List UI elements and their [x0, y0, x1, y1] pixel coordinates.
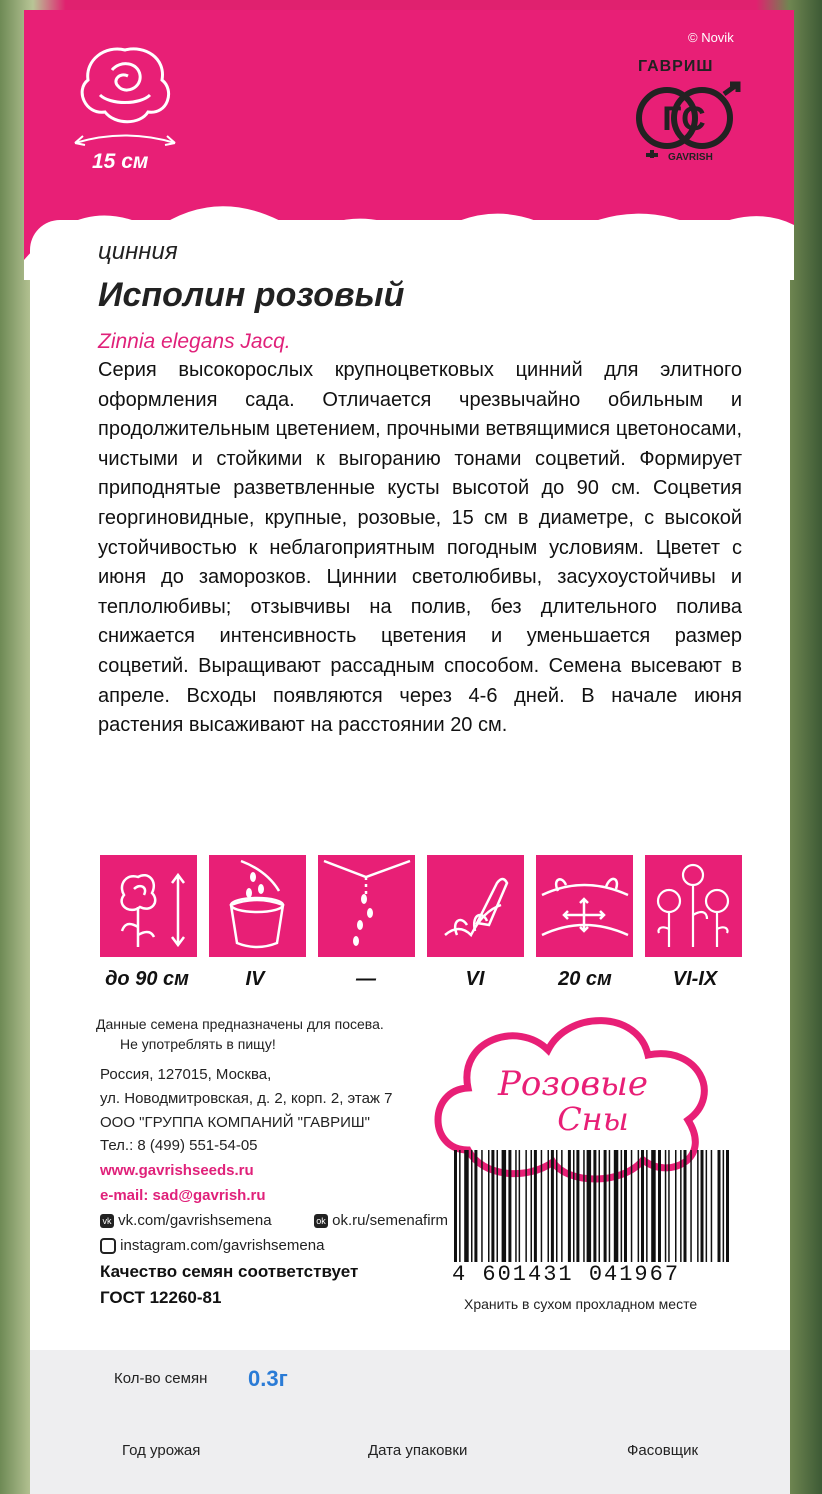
barcode-bar: [561, 1150, 563, 1262]
company-name: ООО "ГРУППА КОМПАНИЙ "ГАВРИШ": [100, 1114, 370, 1131]
barcode-bar: [690, 1150, 692, 1262]
cloud-edge: [24, 190, 794, 280]
barcode-bar: [638, 1150, 640, 1262]
plant-height-icon: [100, 855, 197, 957]
open-ground-sowing-icon: [318, 855, 415, 957]
transplant-icon: [427, 855, 524, 957]
barcode-bar: [556, 1150, 558, 1262]
barcode-bar: [631, 1150, 633, 1262]
barcode-bar: [491, 1150, 494, 1262]
barcode-bar: [583, 1150, 585, 1262]
barcode-bar: [697, 1150, 699, 1262]
ok-icon: ok: [314, 1214, 328, 1228]
barcode-bar: [665, 1150, 667, 1262]
flowering-icon: [645, 855, 742, 957]
barcode-bar: [658, 1150, 661, 1262]
barcode-bar: [706, 1150, 708, 1262]
vk-icon: vk: [100, 1214, 114, 1228]
product-description: Серия высокорослых крупноцветковых цинний для элитного оформления сада. Отличается чрезвычайно обильным и продолжительным цветением, прочными ветвящимися цветоносами, чистыми и стойкими к выгоранию тонами соцветий. Формирует приподнятые разветвленные кусты высотой до 90 см. Соцветия георгиновидные, крупные, розовые, 15 см в диаметре, с высокой устойчивостью к неблагоприятным погодным условиям. Цветет с июня до заморозков. Циннии светолюбивы, засухоустойчивы и теплолюбивы; отзывчивы на полив, без длительного полива снижается интенсивность цветения и уменьшается размер соцветий. Выращивают рассадным способом. Семена высевают в апреле. Всходы появляются через 4-6 дней. В начале июня растения высаживают на расстоянии 20 см.: [98, 359, 742, 737]
barcode-bar: [464, 1150, 469, 1262]
width-arrow-icon: [70, 128, 180, 148]
barcode-bar: [459, 1150, 461, 1262]
vk-link[interactable]: [100, 1212, 272, 1229]
barcode-bar: [684, 1150, 687, 1262]
species-name: цинния: [98, 238, 178, 265]
barcode-bar: [488, 1150, 490, 1262]
seed-count-label: Кол-во семян: [114, 1370, 208, 1387]
barcode-bar: [646, 1150, 648, 1262]
quality-line-1: Качество семян соответствует: [100, 1262, 359, 1281]
svg-text:Розовые: Розовые: [498, 1064, 648, 1104]
barcode-bar: [723, 1150, 725, 1262]
icon-label-spacing: 20 см: [558, 968, 612, 990]
barcode-bar: [593, 1150, 596, 1262]
barcode-bar: [573, 1150, 575, 1262]
barcode-bar: [471, 1150, 473, 1262]
instagram-text: instagram.com/gavrishsemena: [120, 1237, 325, 1254]
barcode-bar: [614, 1150, 619, 1262]
barcode-bar: [474, 1150, 477, 1262]
barcode-bar: [551, 1150, 554, 1262]
icon-label-ground: —: [356, 968, 376, 990]
brand-name-ru: ГАВРИШ: [638, 58, 714, 75]
icon-label-height: до 90 см: [105, 968, 189, 990]
barcode-bar: [568, 1150, 571, 1262]
icon-label-sowing: IV: [245, 968, 265, 990]
barcode-bar: [604, 1150, 607, 1262]
barcode-bar: [711, 1150, 713, 1262]
barcode-bar: [497, 1150, 499, 1262]
icon-label-transplant: VI: [465, 968, 485, 990]
spacing-icon: [536, 855, 633, 957]
barcode-bar: [481, 1150, 483, 1262]
phone: Тел.: 8 (499) 551-54-05: [100, 1137, 258, 1154]
seed-count-value: 0.3г: [248, 1366, 288, 1391]
instagram-link[interactable]: [100, 1237, 324, 1254]
barcode-bar: [548, 1150, 550, 1262]
barcode-bar: [668, 1150, 670, 1262]
barcode-bar: [576, 1150, 579, 1262]
gavrish-logo: [634, 80, 744, 158]
barcode-bar: [587, 1150, 592, 1262]
storage-note: Хранить в сухом прохладном месте: [464, 1296, 698, 1312]
barcode-bar: [502, 1150, 507, 1262]
instagram-icon: [100, 1238, 116, 1254]
vk-text: vk.com/gavrishsemena: [118, 1212, 272, 1229]
barcode-bar: [624, 1150, 627, 1262]
pack-date-label: Дата упаковки: [368, 1442, 468, 1459]
warning-line-2: Не употреблять в пищу!: [120, 1036, 276, 1052]
svg-text:Сны: Сны: [557, 1100, 629, 1138]
barcode-bar: [454, 1150, 457, 1262]
brand-name-en: GAVRISH: [668, 152, 713, 163]
flower-size-label: 15 см: [92, 150, 149, 173]
ok-link[interactable]: [314, 1212, 448, 1229]
barcode-bar: [531, 1150, 533, 1262]
address-line-1: Россия, 127015, Москва,: [100, 1066, 272, 1083]
rose-outline-icon: [70, 40, 180, 130]
website-link[interactable]: www.gavrishseeds.ru: [100, 1162, 254, 1179]
barcode-bar: [641, 1150, 644, 1262]
barcode-bar: [680, 1150, 682, 1262]
barcode-bar: [534, 1150, 537, 1262]
barcode-bar: [651, 1150, 656, 1262]
barcode-bar: [508, 1150, 511, 1262]
sowing-pot-icon: [209, 855, 306, 957]
svg-text:ГС: ГС: [662, 100, 706, 138]
barcode-bar: [701, 1150, 704, 1262]
barcode-bar: [726, 1150, 729, 1262]
icon-label-flowering: VI-IX: [672, 968, 718, 990]
harvest-year-label: Год урожая: [122, 1442, 201, 1459]
latin-name: Zinnia elegans Jacq.: [98, 330, 291, 353]
packer-label: Фасовщик: [627, 1442, 699, 1459]
cultivation-icons: [100, 855, 745, 955]
copyright: © Novik: [688, 30, 734, 45]
quality-line-2: ГОСТ 12260-81: [100, 1288, 222, 1307]
warning-line-1: Данные семена предназначены для посева.: [96, 1016, 384, 1032]
barcode-bar: [515, 1150, 517, 1262]
ok-text: ok.ru/semenafirm: [332, 1212, 449, 1229]
barcode-bar: [525, 1150, 527, 1262]
barcode-bar: [718, 1150, 721, 1262]
barcode-bar: [675, 1150, 677, 1262]
variety-name: Исполин розовый: [98, 276, 405, 314]
email-link[interactable]: e-mail: sad@gavrish.ru: [100, 1187, 266, 1204]
barcode-bar: [599, 1150, 601, 1262]
barcode: [450, 1150, 730, 1265]
barcode-number: 4 601431 041967: [452, 1262, 681, 1287]
barcode-bar: [621, 1150, 623, 1262]
barcode-bar: [519, 1150, 521, 1262]
address-line-2: ул. Новодмитровская, д. 2, корп. 2, этаж 7: [100, 1090, 393, 1107]
barcode-bar: [541, 1150, 543, 1262]
barcode-bar: [609, 1150, 611, 1262]
